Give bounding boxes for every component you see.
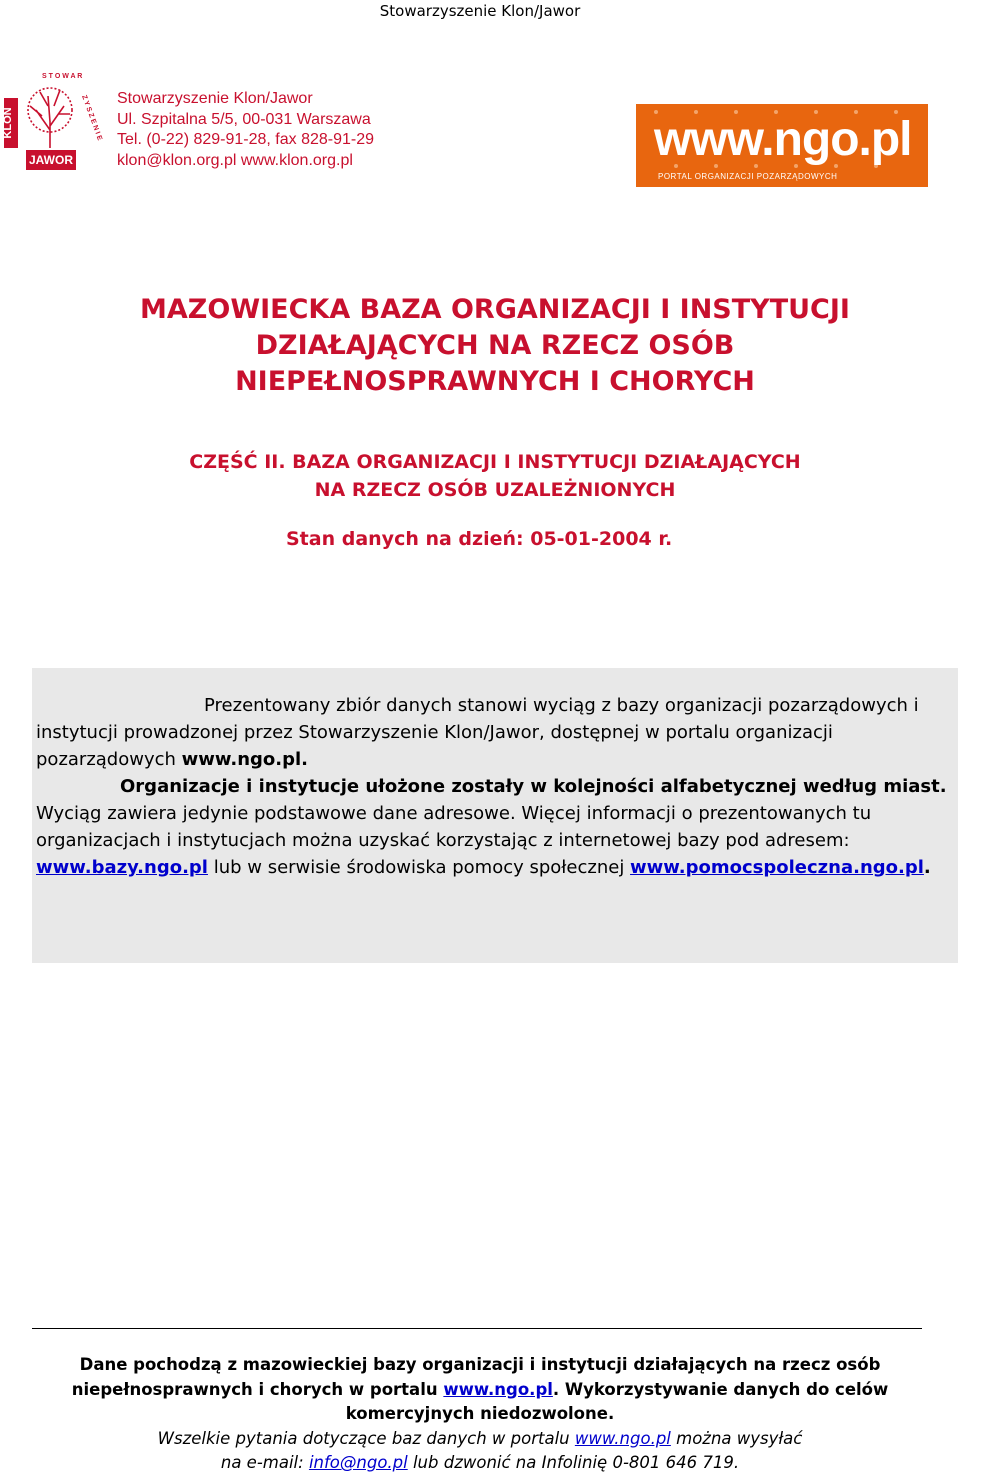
sub-title bbox=[0, 448, 990, 504]
info-bold-sentence: Organizacje i instytucje ułożone zostały w kolejności alfabetycznej według miast. bbox=[120, 776, 947, 797]
svg-text:Z Y S Z E N I E: Z Y S Z E N I E bbox=[80, 94, 103, 142]
pomocspoleczna-link[interactable]: www.pomocspoleczna.ngo.pl bbox=[630, 857, 924, 878]
footer-line-5-text: na e-mail: bbox=[220, 1453, 309, 1472]
bazy-link[interactable]: www.bazy.ngo.pl bbox=[36, 857, 208, 878]
footer-email-link[interactable]: info@ngo.pl bbox=[308, 1453, 408, 1472]
contact-address: Ul. Szpitalna 5/5, 00-031 Warszawa bbox=[117, 110, 371, 128]
sub-title-line-1: CZĘŚĆ II. BAZA ORGANIZACJI I INSTYTUCJI DZIAŁAJĄCYCH bbox=[189, 451, 801, 473]
info-text bbox=[36, 692, 948, 881]
main-title bbox=[0, 292, 990, 400]
info-p1-end: . bbox=[301, 749, 309, 770]
running-header: Stowarzyszenie Klon/Jawor bbox=[379, 2, 581, 20]
main-title-line-1: MAZOWIECKA BAZA ORGANIZACJI I INSTYTUCJI bbox=[140, 294, 850, 325]
svg-text:S T O W A R: S T O W A R bbox=[42, 73, 83, 80]
svg-text:JAWOR: JAWOR bbox=[28, 153, 74, 167]
contact-block bbox=[117, 89, 374, 171]
footer-line-3: komercyjnych niedozwolone. bbox=[345, 1404, 615, 1423]
ngo-logo-subtitle: PORTAL ORGANIZACJI POZARZĄDOWYCH bbox=[658, 172, 838, 181]
footer-line-4-end: można wysyłać bbox=[670, 1428, 803, 1448]
info-p2-end: . bbox=[923, 857, 931, 878]
sub-title-line-2: NA RZECZ OSÓB UZALEŻNIONYCH bbox=[314, 479, 676, 501]
footer-line-2 bbox=[0, 1378, 960, 1403]
footer-line-2-text: niepełnosprawnych i chorych w portalu bbox=[71, 1379, 444, 1399]
main-title-line-3: NIEPEŁNOSPRAWNYCH I CHORYCH bbox=[235, 366, 755, 397]
footer-line-5 bbox=[0, 1451, 960, 1476]
svg-text:KLON: KLON bbox=[2, 107, 14, 139]
footer bbox=[0, 1353, 960, 1476]
data-date: Stan danych na dzień: 05-01-2004 r. bbox=[286, 528, 673, 550]
contact-email-web[interactable]: klon@klon.org.pl www.klon.org.pl bbox=[117, 151, 353, 169]
footer-line-1: Dane pochodzą z mazowieckiej bazy organizacji i instytucji działających na rzecz osób bbox=[79, 1355, 881, 1374]
footer-line-2-end: . Wykorzystywanie danych do celów bbox=[552, 1379, 889, 1399]
footer-ngo-link[interactable]: www.ngo.pl bbox=[443, 1379, 553, 1399]
ngo-logo-text: www.ngo.pl bbox=[654, 113, 912, 166]
info-paragraph-1: Prezentowany zbiór danych stanowi wyciąg z bazy organizacji pozarządowych i instytucji prowadzonej przez Stowarzyszenie Klon/Jawor, dostępnej w portalu organizacji pozarządowych bbox=[36, 695, 919, 770]
footer-line-4 bbox=[0, 1427, 960, 1452]
footer-line-5-end: lub dzwonić na Infolinię 0-801 646 719. bbox=[407, 1453, 740, 1472]
main-title-line-2: DZIAŁAJĄCYCH NA RZECZ OSÓB bbox=[255, 330, 735, 361]
info-paragraph-2: Wyciąg zawiera jedynie podstawowe dane adresowe. Więcej informacji o prezentowanych tu organizacjach i instytucjach można uzyskać korzystając z internetowej bazy pod adresem: bbox=[36, 803, 872, 851]
info-paragraph-2-mid: lub w serwisie środowiska pomocy społecznej bbox=[207, 857, 631, 878]
footer-ngo-link-2[interactable]: www.ngo.pl bbox=[574, 1428, 671, 1448]
ngo-portal-logo bbox=[636, 104, 928, 187]
footer-divider bbox=[32, 1328, 922, 1329]
contact-phone: Tel. (0-22) 829-91-28, fax 828-91-29 bbox=[117, 131, 375, 148]
info-ngo-link[interactable]: www.ngo.pl bbox=[181, 749, 302, 770]
info-box bbox=[32, 668, 958, 963]
footer-line-4-text: Wszelkie pytania dotyczące baz danych w portalu bbox=[157, 1428, 575, 1448]
klon-jawor-logo bbox=[4, 66, 104, 176]
contact-name: Stowarzyszenie Klon/Jawor bbox=[117, 90, 313, 107]
